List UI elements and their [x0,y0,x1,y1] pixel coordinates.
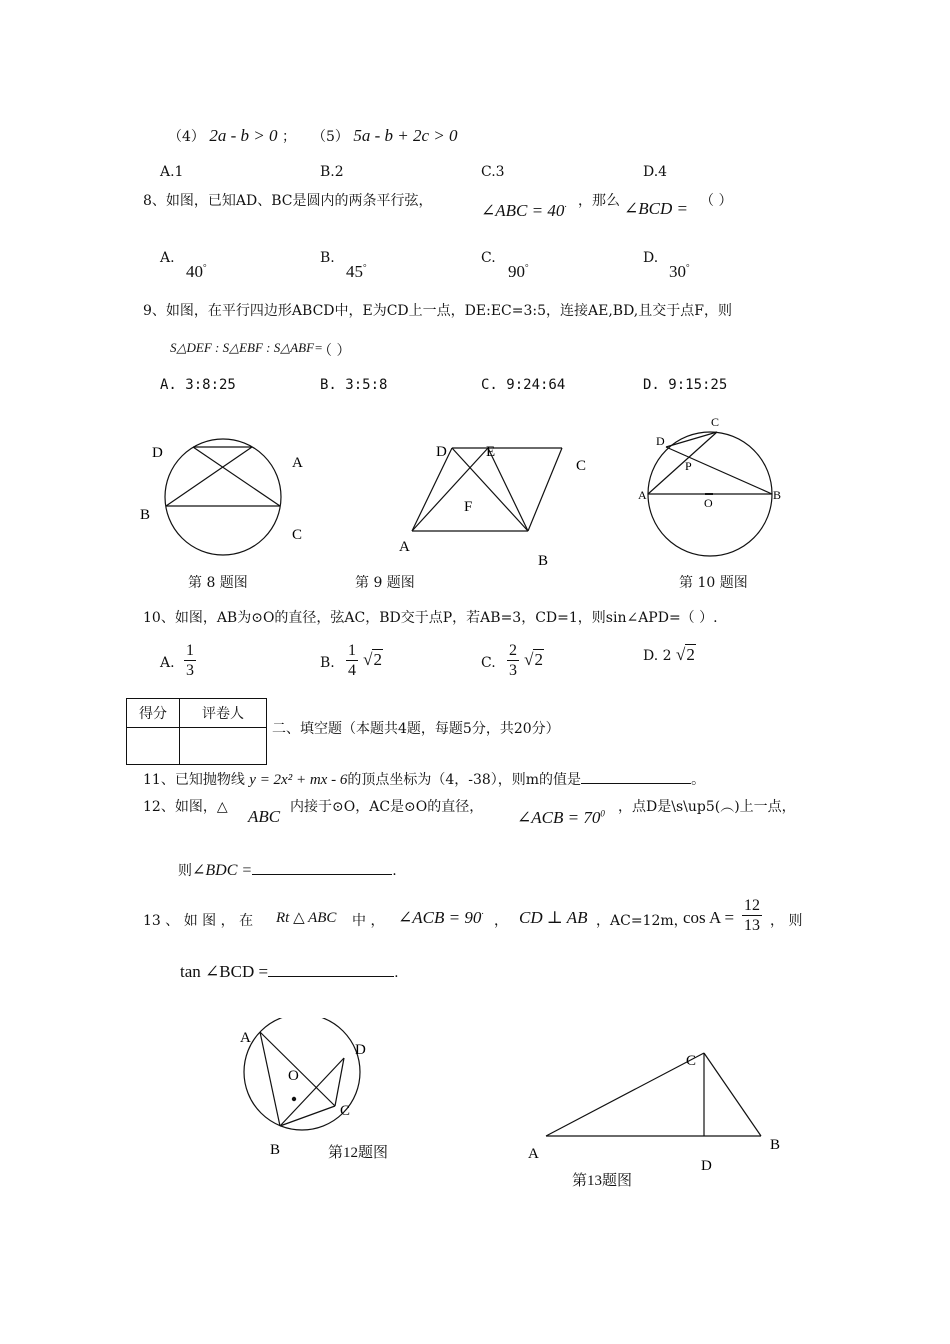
q10-option-b-den: 4 [348,662,356,679]
fig8-label-a: A [292,455,303,471]
q13-answer-blank[interactable] [268,976,394,977]
fig12-label-d: D [355,1042,366,1058]
q8-paren: （ ） [700,193,733,209]
q8-angle-asked: ∠BCD = [624,199,688,218]
score-box-col1: 得分 [127,699,180,728]
q10-option-d-rad: 2 [686,645,695,664]
q10-option-c-num: 2 [509,642,517,659]
fig9-line-ae [412,448,488,531]
fig9-caption: 第 9 题图 [355,575,415,591]
q10-stem: 10、如图，AB为⊙O的直径，弦AC，BD交于点P，若AB=3，CD=1，则sin∠APD=（ ）. [143,610,718,626]
fig9-diag-db [452,448,528,531]
fig12-label-a: A [240,1030,251,1046]
q13-perp: CD ⊥ AB [519,908,588,927]
fig12-caption: 第12题图 [328,1145,389,1161]
q7-option-c: C.3 [481,164,505,180]
q12-answer-blank[interactable] [252,874,392,875]
q13-zh: 中 ， [352,913,385,929]
fig8-label-b: B [140,507,151,523]
fig8-caption: 第 8 题图 [188,575,248,591]
q12-line2 [178,860,397,880]
fig8-label-c: C [292,527,303,543]
q8-angle-given [481,201,567,221]
q7-item5-num: （5） [312,129,349,145]
q8-option-a-deg: ° [203,262,207,273]
q13-angle [398,908,484,928]
fig13-side-cb [704,1053,761,1136]
fig12-label-o: O [288,1068,299,1084]
q11-line [143,769,705,789]
q10-option-a-den: 3 [186,662,194,679]
q8-option-c-value [508,262,529,282]
q10-option-c-frac [507,641,544,680]
q12-rest: ，点D是\s\up5(︵)上一点， [618,799,796,815]
q7-item4-num: （4） [168,129,205,145]
q8-degree-mark: · [564,201,567,212]
q13-cos-text: cos A = [683,908,735,927]
fig12-label-c: C [340,1103,351,1119]
q12-mid: 内接于⊙O，AC是⊙O的直径， [290,799,484,815]
fig10-label-o: O [704,496,713,510]
section2-title: 二、填空题（本题共4题，每题5分，共20分） [272,721,560,737]
q8-stem: 8、如图，已知AD、BC是圆内的两条平行弦， [143,193,433,209]
q12-line2-expr: ∠BDC = [192,862,253,879]
q13-comma1: ， [494,913,508,929]
q8-option-b-deg: ° [363,262,367,273]
fig10-label-b: B [773,488,782,502]
q9-option-b: B. 3:5:8 [320,377,388,393]
q8-option-b-value [346,262,367,282]
q9-ratio-expr: S△DEF : S△EBF : S△ABF= [170,340,323,355]
q11-rest: 的顶点坐标为（4，-38），则m的值是 [347,772,582,788]
fig9-label-a: A [399,539,410,555]
q12-angle-text: ∠ACB = 70 [517,808,601,827]
q13-angle-deg: · [481,908,484,919]
fig13-side-ac [546,1053,704,1136]
q12-stem: 12、如图，△ [143,799,228,815]
figure-8 [130,425,330,595]
q8-mid: ，那么 [578,193,620,209]
score-box-col2: 评卷人 [180,699,267,728]
fig8-line-dc [193,447,280,506]
q10-option-d-sqrt: √2 [676,645,695,664]
q13-frac-den: 13 [744,917,760,934]
q10-option-c-sqrt: √2 [524,650,543,669]
q13-tail: ， 则 [770,913,803,929]
fig9-label-b: B [538,553,549,569]
q9-stem: 9、如图，在平行四边形ABCD中，E为CD上一点，DE:EC=3:5，连接AE,BD,且交于点F，则 [143,303,732,319]
q12-angle [517,808,605,828]
fig10-label-d: D [656,434,665,448]
fig10-chord-bd [666,447,772,494]
q13-cos-frac [742,896,762,935]
q8-option-d-letter: D. [643,250,659,266]
q10-option-c-rad: 2 [534,650,543,669]
q13-cos [683,908,734,928]
q7-item4-expr: 2a - b > 0 [209,126,278,145]
q10-option-a-num: 1 [186,642,194,659]
fig10-label-p: P [685,459,692,473]
q13-given: ，AC=12m， [596,913,688,929]
q8-option-c-deg: ° [525,262,529,273]
q9-paren: （ ） [318,343,351,359]
q10-option-a-letter: A. [160,655,175,671]
q11-end: 。 [691,772,706,788]
q13-line2-end: . [394,965,399,981]
q9-option-a: A. 3:8:25 [160,377,236,393]
figure-9 [390,438,600,573]
q9-option-d: D. 9:15:25 [643,377,728,393]
fig9-side-ad [412,448,452,531]
fig13-label-b: B [770,1137,781,1153]
q12-tri: ABC [248,807,281,826]
fig9-line-eb [488,448,528,531]
q10-option-b-sqrt: √2 [363,650,382,669]
fig10-caption: 第 10 题图 [679,575,748,591]
fig12-center-dot [292,1097,296,1101]
fig9-label-e: E [486,444,496,460]
fig13-label-c: C [686,1053,697,1069]
score-box [126,698,267,765]
q13-line2 [180,962,399,982]
score-box-cell-grader[interactable] [180,728,267,765]
fig13-label-d: D [701,1158,712,1174]
q7-sep: ； [281,129,296,145]
q8-option-a-num: 40 [186,262,203,281]
q7-option-a: A.1 [160,164,184,180]
q13-frac-num: 12 [744,897,760,914]
q10-option-c-den: 3 [509,662,517,679]
q10-option-b-letter: B. [320,655,335,671]
q10-option-d-letter: D. [643,648,659,664]
fig12-label-b: B [270,1142,281,1158]
fig12-line-ab [260,1032,280,1126]
fig9-side-cb [528,448,562,531]
q8-option-a-value [186,262,207,282]
q8-option-d-num: 30 [669,262,686,281]
fig9-label-f: F [464,499,473,515]
q10-option-b-num: 1 [348,642,356,659]
q7-item4 [168,126,296,146]
fig8-label-d: D [152,445,163,461]
q10-option-b-frac [346,641,383,680]
q12-angle-sup: 0 [600,808,605,819]
figure-10 [630,410,800,570]
q7-option-d: D.4 [643,164,668,180]
q8-option-c-num: 90 [508,262,525,281]
q9-option-c: C. 9:24:64 [481,377,566,393]
fig13-caption: 第13题图 [572,1173,633,1189]
q10-option-a-frac [184,641,196,680]
q8-option-b-num: 45 [346,262,363,281]
fig12-line-dc [335,1058,344,1106]
score-box-cell-score[interactable] [127,728,180,765]
q8-option-d-deg: ° [686,262,690,273]
q13-rt: Rt △ ABC [276,910,337,926]
q11-expr: y = 2x² + mx - 6 [249,772,348,788]
fig9-label-d: D [436,444,447,460]
fig10-label-a: A [638,488,647,502]
q10-option-b-rad: 2 [373,650,382,669]
q12-line2-prefix: 则 [178,863,192,879]
fig8-line-ab [166,447,252,506]
q13-stem: 13 、 如 图 ， 在 [143,913,254,929]
q7-item5 [312,126,458,146]
fig9-label-c: C [576,458,587,474]
q13-line2-expr: tan ∠BCD = [180,962,269,981]
fig13-label-a: A [528,1146,539,1162]
q7-item5-expr: 5a - b + 2c > 0 [353,126,458,145]
q8-option-b-letter: B. [320,250,335,266]
q10-option-d [643,645,696,665]
fig10-label-c: C [711,415,720,429]
q13-angle-text: ∠ACB = 90 [398,908,482,927]
q11-stem: 11、已知抛物线 [143,772,245,788]
q11-answer-blank[interactable] [581,783,691,784]
q8-option-a-letter: A. [160,250,175,266]
q8-angle-given-text: ∠ABC = 40 [481,201,565,220]
fig8-circle [165,439,281,555]
q8-option-c-letter: C. [481,250,496,266]
q8-option-d-value [669,262,690,282]
q7-option-b: B.2 [320,164,344,180]
q10-option-d-coef: 2 [662,648,672,664]
fig12-line-bc [280,1106,335,1126]
q10-option-c-letter: C. [481,655,496,671]
q12-line2-end: . [392,863,397,879]
figure-13 [520,1045,790,1175]
